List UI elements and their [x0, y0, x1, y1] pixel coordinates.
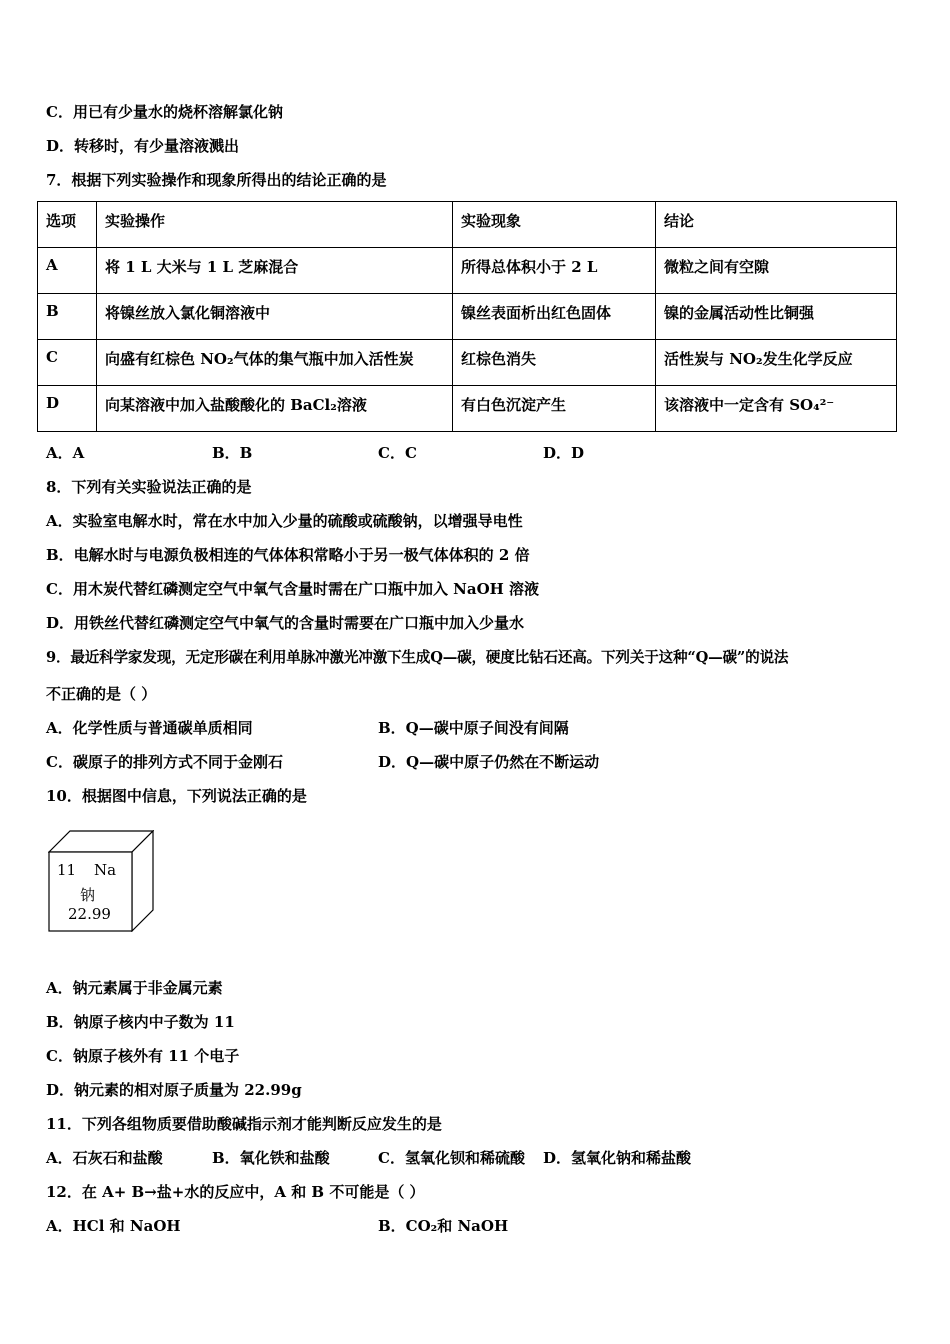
q10-option-b: B．钠原子核内中子数为 11 — [46, 1013, 235, 1031]
q7-table — [37, 201, 897, 432]
q9-option-d: D．Q—碳中原子仍然在不断运动 — [378, 753, 600, 771]
atomic-mass: 22.99 — [68, 905, 111, 923]
q11-option-b: B．氧化铁和盐酸 — [212, 1149, 330, 1167]
table-cell: C — [38, 340, 97, 386]
element-symbol: Na — [94, 861, 117, 879]
q7-option-d: D．D — [543, 444, 585, 462]
table-row — [38, 340, 897, 386]
q6-option-c: C．用已有少量水的烧杯溶解氯化钠 — [46, 103, 283, 121]
q9-option-a: A．化学性质与普通碳单质相同 — [46, 719, 253, 737]
q8-option-d: D．用铁丝代替红磷测定空气中氧气的含量时需要在广口瓶中加入少量水 — [46, 614, 525, 632]
table-cell: 所得总体积小于 2 L — [453, 248, 656, 294]
element-name: 钠 — [80, 886, 96, 904]
table-row — [38, 294, 897, 340]
header-cell: 实验操作 — [97, 202, 453, 248]
q12-stem: 12．在 A+ B→盐+水的反应中，A 和 B 不可能是（ ） — [46, 1183, 425, 1201]
q8-option-b: B．电解水时与电源负极相连的气体体积常略小于另一极气体体积的 2 倍 — [46, 546, 530, 564]
q8-stem: 8．下列有关实验说法正确的是 — [46, 478, 252, 496]
table-cell: B — [38, 294, 97, 340]
q10-option-a: A．钠元素属于非金属元素 — [46, 979, 223, 997]
table-cell: 有白色沉淀产生 — [453, 386, 656, 432]
q7-stem: 7．根据下列实验操作和现象所得出的结论正确的是 — [46, 171, 387, 189]
table-cell: 微粒之间有空隙 — [656, 248, 897, 294]
table-cell: 红棕色消失 — [453, 340, 656, 386]
header-cell: 实验现象 — [453, 202, 656, 248]
table-cell: D — [38, 386, 97, 432]
table-row — [38, 386, 897, 432]
table-cell: 向盛有红棕色 NO₂气体的集气瓶中加入活性炭 — [97, 340, 453, 386]
table-cell: 向某溶液中加入盐酸酸化的 BaCl₂溶液 — [97, 386, 453, 432]
q10-option-c: C．钠原子核外有 11 个电子 — [46, 1047, 240, 1065]
table-cell: 将镍丝放入氯化铜溶液中 — [97, 294, 453, 340]
q11-option-d: D．氢氧化钠和稀盐酸 — [543, 1149, 692, 1167]
table-header-row — [38, 202, 897, 248]
q9-option-b: B．Q—碳中原子间没有间隔 — [378, 719, 569, 737]
q10-option-d: D．钠元素的相对原子质量为 22.99g — [46, 1081, 302, 1099]
q9-option-c: C．碳原子的排列方式不同于金刚石 — [46, 753, 283, 771]
atomic-number: 11 — [57, 861, 77, 879]
table-cell: 该溶液中一定含有 SO₄²⁻ — [656, 386, 897, 432]
table-cell: 将 1 L 大米与 1 L 芝麻混合 — [97, 248, 453, 294]
q12-option-a: A．HCl 和 NaOH — [46, 1217, 181, 1235]
table-cell: 活性炭与 NO₂发生化学反应 — [656, 340, 897, 386]
q7-option-c: C．C — [378, 444, 417, 462]
table-cell: 镍的金属活动性比铜强 — [656, 294, 897, 340]
q11-option-c: C．氢氧化钡和稀硫酸 — [378, 1149, 525, 1167]
q8-option-a: A．实验室电解水时，常在水中加入少量的硫酸或硫酸钠，以增强导电性 — [46, 512, 523, 530]
sodium-element-card — [48, 830, 154, 932]
table-cell: A — [38, 248, 97, 294]
q7-option-a: A．A — [46, 444, 85, 462]
q12-option-b: B．CO₂和 NaOH — [378, 1217, 509, 1235]
q6-option-d: D．转移时，有少量溶液溅出 — [46, 137, 240, 155]
q11-option-a: A．石灰石和盐酸 — [46, 1149, 163, 1167]
q9-stem-line1: 9．最近科学家发现，无定形碳在利用单脉冲激光冲激下生成Q—碳，硬度比钻石还高。下列关于这种“Q—碳”的说法 — [46, 649, 789, 666]
header-cell: 选项 — [38, 202, 97, 248]
q8-option-c: C．用木炭代替红磷测定空气中氧气含量时需在广口瓶中加入 NaOH 溶液 — [46, 580, 540, 598]
table-row — [38, 248, 897, 294]
q7-option-b: B．B — [212, 444, 253, 462]
q11-stem: 11．下列各组物质要借助酸碱指示剂才能判断反应发生的是 — [46, 1115, 442, 1133]
table-cell: 镍丝表面析出红色固体 — [453, 294, 656, 340]
q10-stem: 10．根据图中信息，下列说法正确的是 — [46, 787, 307, 805]
q9-stem-line2: 不正确的是（ ） — [46, 685, 157, 703]
header-cell: 结论 — [656, 202, 897, 248]
